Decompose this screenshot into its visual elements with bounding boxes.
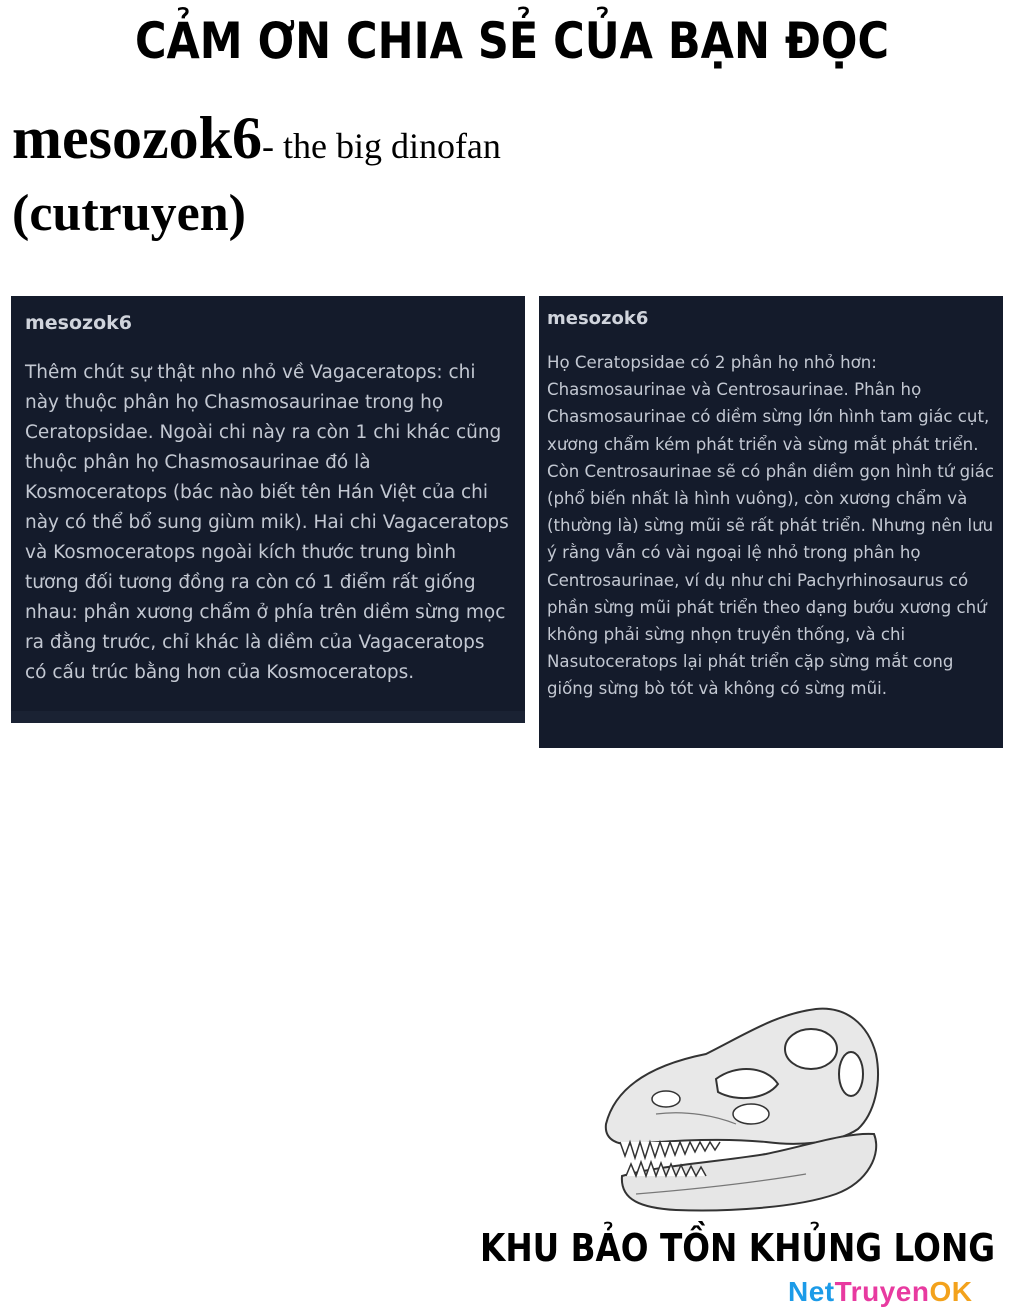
- site-logo-ok: OK: [929, 1276, 973, 1307]
- comment-body: Họ Ceratopsidae có 2 phân họ nhỏ hơn: Chasmosaurinae và Centrosaurinae. Phân họ Chasmosaurinae có diềm sừng lớn hình tam giác cụt, xương chẩm kém phát triển và sừng mắt phát triển. Còn Centrosaurinae sẽ có phần diềm gọn hình tứ giác (phổ biến nhất là hình vuông), còn xương chẩm và (thường là) sừng mũi sẽ rất phát triển. Nhưng nên lưu ý rằng vẫn có vài ngoại lệ nhỏ trong phân họ Centrosaurinae, ví dụ như chi Pachyrhinosaurus có phần sừng mũi phát triển theo dạng bướu xương chứ không phải sừng nhọn truyền thống, và chi Nasutoceratops lại phát triển cặp sừng mắt cong giống sừng bò tót và không có sừng mũi.: [547, 353, 995, 699]
- comment-body: Thêm chút sự thật nho nhỏ về Vagaceratops: chi này thuộc phân họ Chasmosaurinae trong họ Ceratopsidae. Ngoài chi này ra còn 1 chi khác cũng thuộc phân họ Chasmosaurinae đó là Kosmoceratops (bác nào biết tên Hán Việt của chi này có thể bổ sung giùm mik). Hai chi Vagaceratops và Kosmoceratops ngoài kích thước trung bình tương đối tương đồng ra còn có 1 điểm rất giống nhau: phần xương chẩm ở phía trên diềm sừng mọc ra đằng trước, chỉ khác là diềm của Vagaceratops có cấu trúc bằng hơn của Kosmoceratops.: [25, 362, 509, 683]
- site-logo: [788, 1276, 972, 1308]
- card-divider: [11, 711, 525, 723]
- site-logo-net: Net: [788, 1276, 835, 1307]
- credit-tag: - the big dinofan: [261, 126, 501, 166]
- page-title: CẢM ƠN CHIA SẺ CỦA BẠN ĐỌC: [134, 12, 890, 70]
- credit-name: mesozok6: [12, 105, 262, 171]
- comment-author: mesozok6: [547, 308, 649, 329]
- comment-card-1: [11, 296, 525, 723]
- site-logo-truyen: Truyen: [834, 1276, 930, 1307]
- brand-name: KHU BẢO TỒN KHỦNG LONG: [480, 1226, 996, 1270]
- comment-author: mesozok6: [25, 312, 133, 334]
- comment-card-2: [539, 296, 1003, 748]
- dinosaur-skull-icon: [596, 1004, 886, 1224]
- credit-source: (cutruyen): [12, 185, 246, 242]
- credit-block: [12, 105, 501, 242]
